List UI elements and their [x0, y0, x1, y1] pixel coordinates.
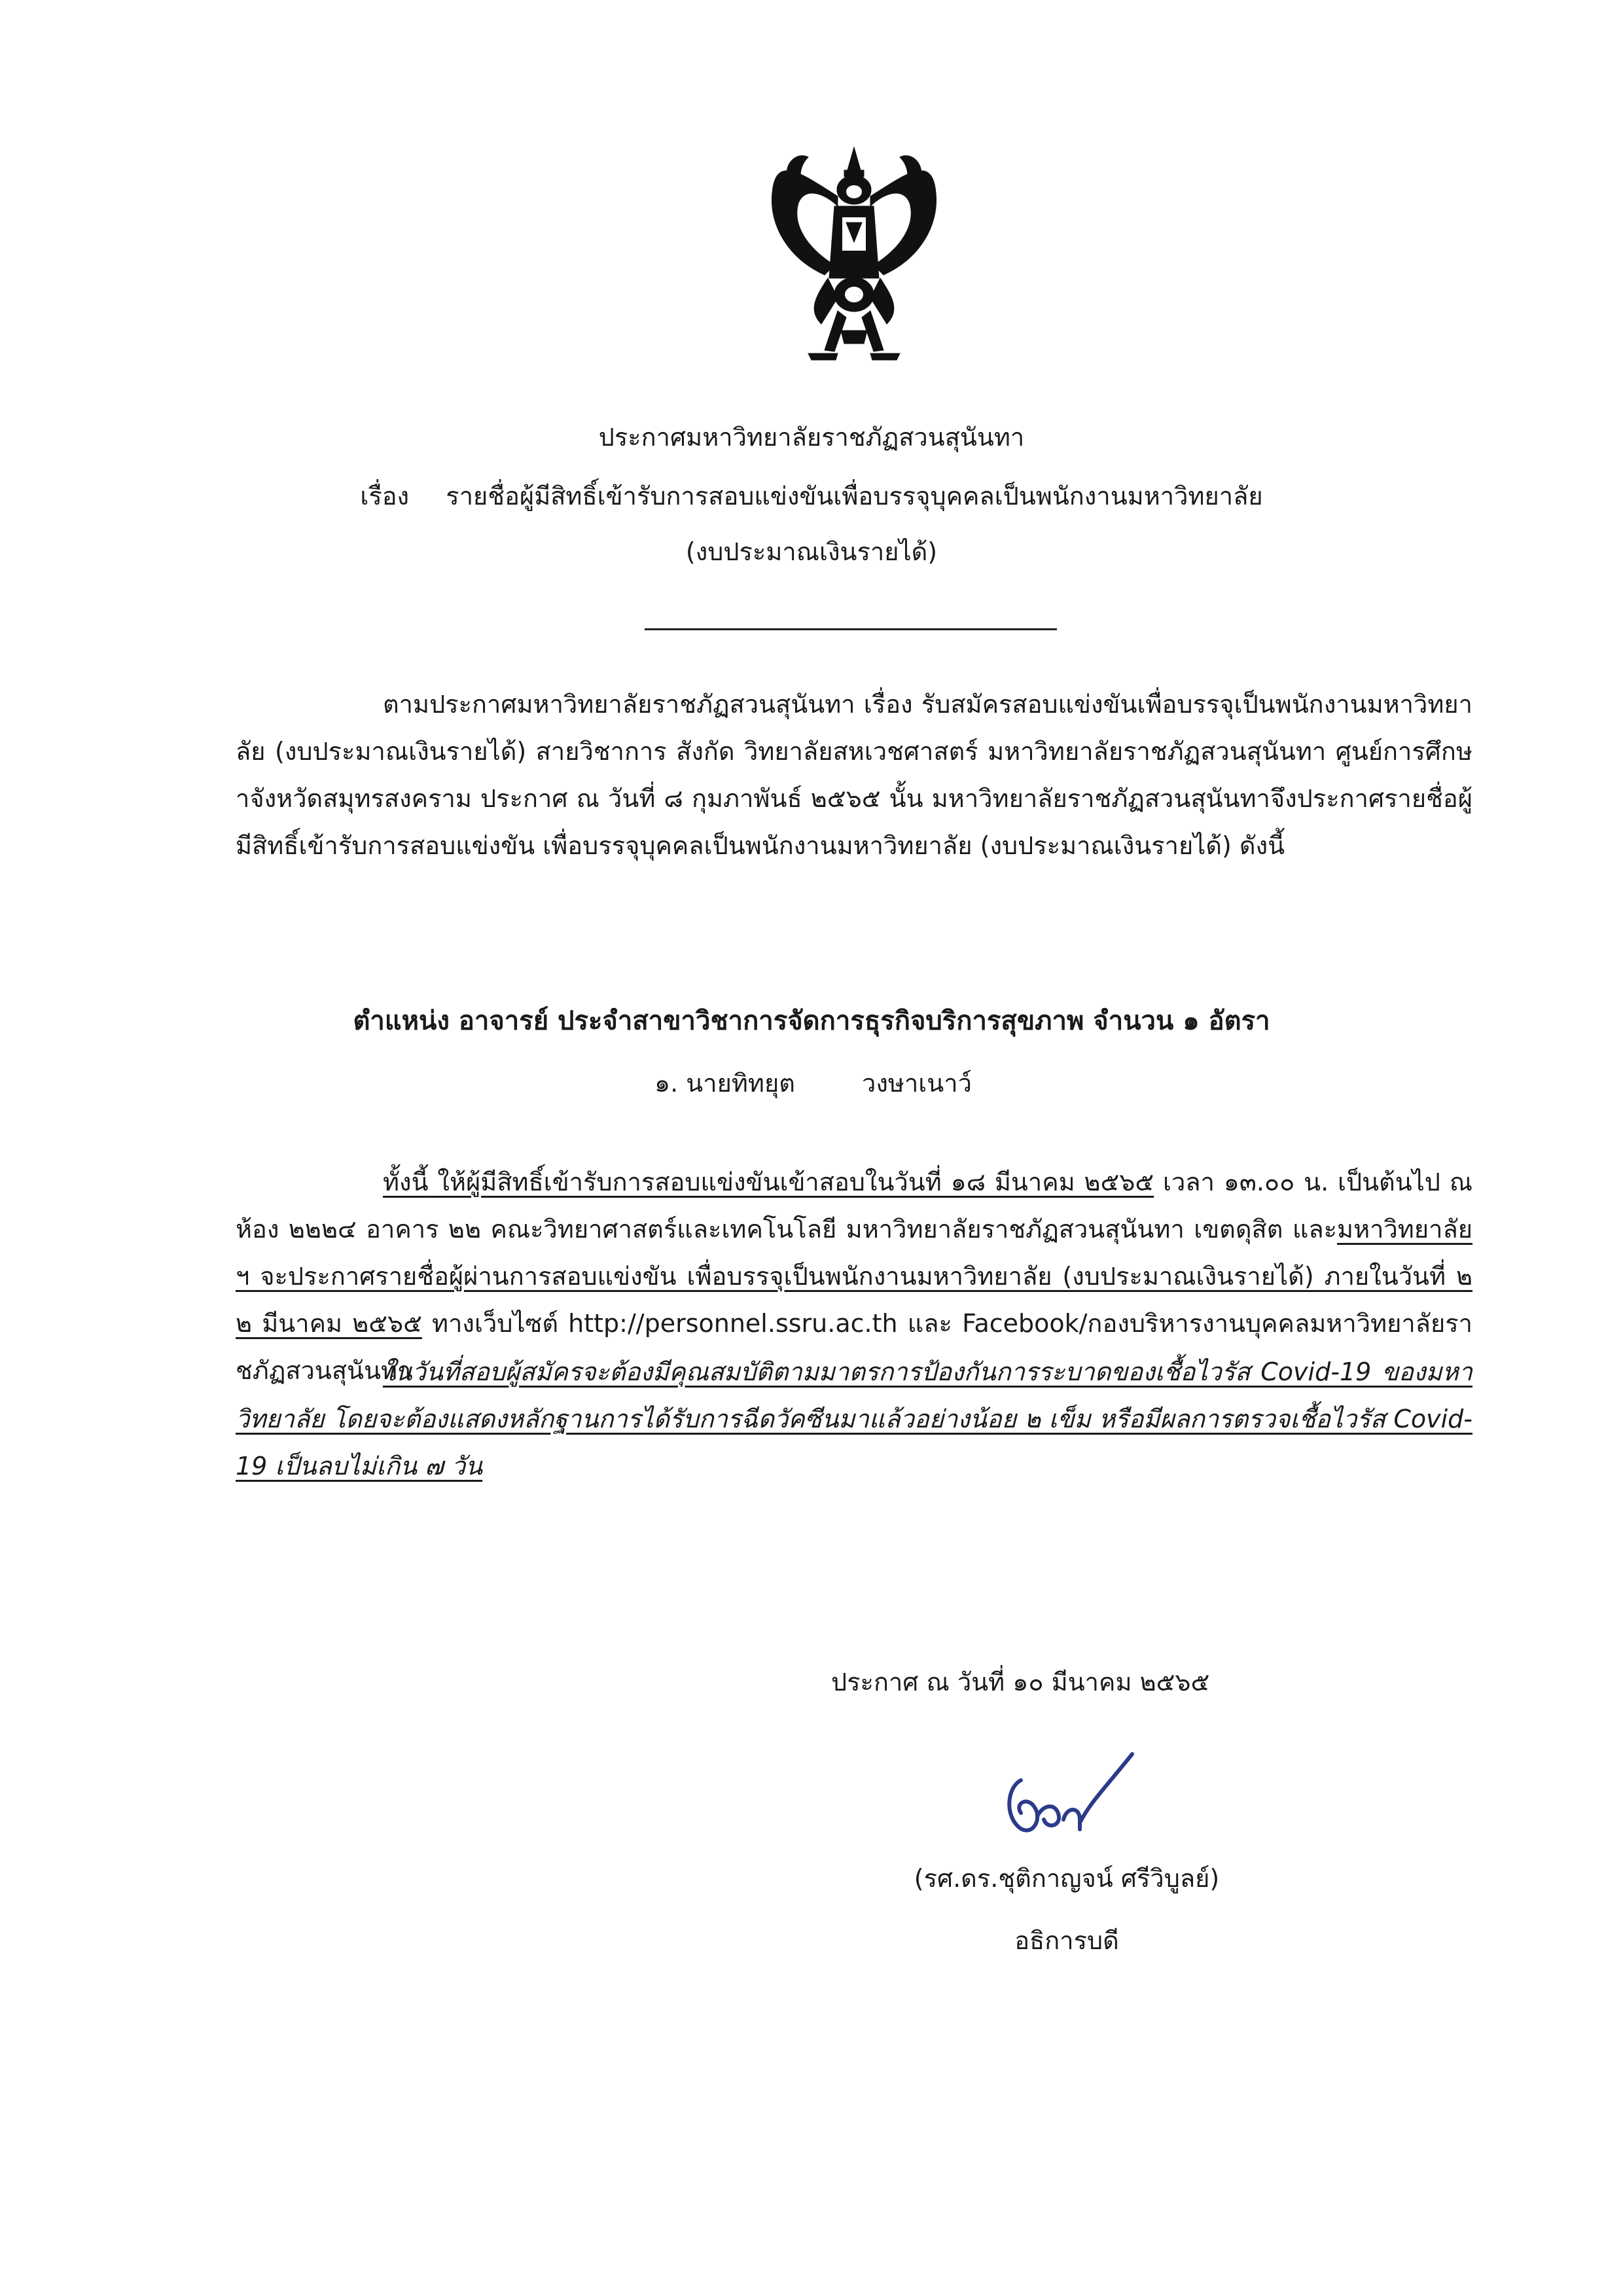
exam-notice-date: ให้ผู้มีสิทธิ์เข้ารับการสอบแข่งขันเข้าสอบในวันที่ ๑๘ มีนาคม ๒๕๖๕	[428, 1168, 1154, 1196]
exam-notice-venue: เวลา ๑๓.๐๐ น. เป็นต้นไป ณ ห้อง ๒๒๒๔ อาคาร ๒๒ คณะวิทยาศาสตร์และเทคโนโลยี มหาวิทยาลัยราชภัฏสวนสุนันทา เขตดุสิต และ	[236, 1168, 1472, 1244]
candidate-first-name: นายทิทยุต	[686, 1069, 795, 1098]
exam-notice-website: ทางเว็บไซต์ http://personnel.ssru.ac.th และ Facebook/กองบริหารงานบุคคลมหาวิทยาลัยราชภัฏสวนสุนันทา	[236, 1309, 1472, 1385]
subject-line	[0, 478, 1623, 514]
candidate-row	[654, 1064, 972, 1103]
document-title: ประกาศมหาวิทยาลัยราชภัฏสวนสุนันทา	[598, 423, 1025, 452]
exam-notice-results: มหาวิทยาลัย ฯ จะประกาศรายชื่อผู้ผ่านการสอบแข่งขัน เพื่อบรรจุเป็นพนักงานมหาวิทยาลัย (งบประมาณเงินรายได้) ภายในวันที่ ๒๒ มีนาคม ๒๕๖๕	[236, 1215, 1472, 1338]
intro-paragraph: ตามประกาศมหาวิทยาลัยราชภัฏสวนสุนันทา เรื่อง รับสมัครสอบแข่งขันเพื่อบรรจุเป็นพนักงานมหาวิทยาลัย (งบประมาณเงินรายได้) สายวิชาการ สังกัด วิทยาลัยสหเวชศาสตร์ มหาวิทยาลัยราชภัฏสวนสุนันทา ศูนย์การศึกษาจังหวัดสมุทรสงคราม ประกาศ ณ วันที่ ๘ กุมภาพันธ์ ๒๕๖๕ นั้น มหาวิทยาลัยราชภัฏสวนสุนันทาจึงประกาศรายชื่อผู้มีสิทธิ์เข้ารับการสอบแข่งขัน เพื่อบรรจุบุคคลเป็นพนักงานมหาวิทยาลัย (งบประมาณเงินรายได้) ดังนี้	[236, 690, 1472, 860]
candidate-number: ๑.	[654, 1069, 679, 1098]
signatory-name: (รศ.ดร.ชุติกาญจน์ ศรีวิบูลย์)	[914, 1864, 1220, 1893]
garuda-emblem-icon	[762, 134, 946, 380]
covid-notice-text: ในวันที่สอบผู้สมัครจะต้องมีคุณสมบัติตามมาตรการป้องกันการระบาดของเชื้อไวรัส Covid-19 ของมหาวิทยาลัย โดยจะต้องแสดงหลักฐานการได้รับการฉีดวัคซีนมาแล้วอย่างน้อย ๒ เข็ม หรือมีผลการตรวจเชื้อไวรัส Covid-19 เป็นลบไม่เกิน ๗ วัน	[236, 1357, 1472, 1480]
budget-note: (งบประมาณเงินรายได้)	[685, 537, 938, 566]
position-heading: ตำแหน่ง อาจารย์ ประจำสาขาวิชาการจัดการธุรกิจบริการสุขภาพ จำนวน ๑ อัตรา	[353, 1006, 1270, 1036]
header-divider	[645, 628, 1057, 630]
subject-text: รายชื่อผู้มีสิทธิ์เข้ารับการสอบแข่งขันเพื่อบรรจุบุคคลเป็นพนักงานมหาวิทยาลัย	[446, 482, 1263, 511]
signatory-title: อธิการบดี	[1014, 1926, 1119, 1955]
signature-mark	[982, 1741, 1152, 1859]
subject-label: เรื่อง	[360, 482, 410, 511]
candidate-surname: วงษาเนาว์	[862, 1069, 972, 1098]
covid-notice	[236, 1348, 1472, 1490]
exam-notice-lead: ทั้งนี้	[383, 1168, 429, 1196]
announcement-date: ประกาศ ณ วันที่ ๑๐ มีนาคม ๒๕๖๕	[831, 1668, 1210, 1696]
